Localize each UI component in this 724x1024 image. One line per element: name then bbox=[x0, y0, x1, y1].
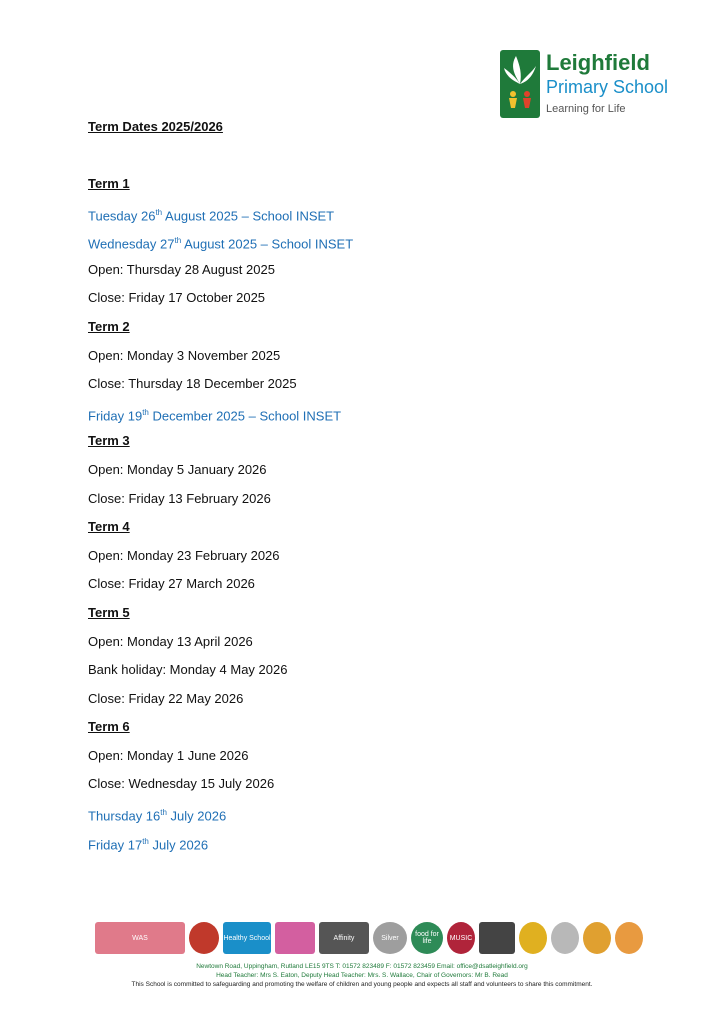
date-text: Wednesday 27 bbox=[88, 236, 175, 252]
term-heading: Term 1 bbox=[88, 176, 130, 191]
date-text: Thursday 16 bbox=[88, 808, 161, 824]
date-text-rest: August 2025 – School INSET bbox=[181, 236, 354, 252]
ordinal-suffix: th bbox=[160, 808, 167, 818]
logo-name-line1: Leighfield bbox=[546, 50, 650, 75]
was-wellbeing-award-badge: WAS bbox=[95, 922, 185, 954]
date-line: Close: Friday 13 February 2026 bbox=[88, 490, 271, 506]
date-line: Close: Thursday 18 December 2025 bbox=[88, 376, 297, 392]
logo-tagline: Learning for Life bbox=[546, 103, 626, 115]
games-silver-badge bbox=[551, 922, 579, 954]
healthy-school-badge: Healthy School bbox=[223, 922, 271, 954]
accreditation-badges bbox=[95, 922, 615, 956]
term-heading: Term 6 bbox=[88, 719, 130, 735]
date-line bbox=[88, 404, 648, 433]
term-dates-list bbox=[88, 175, 648, 861]
term-heading: Term 3 bbox=[88, 433, 130, 449]
date-line bbox=[88, 804, 648, 833]
date-text-rest: December 2025 – School INSET bbox=[148, 408, 342, 424]
footer-safeguarding: This School is committed to safeguarding and promoting the welfare of children and young people and expects all staff and volunteers to share this commitment. bbox=[131, 981, 593, 988]
date-line: Open: Monday 3 November 2025 bbox=[88, 347, 281, 363]
date-text: Tuesday 26 bbox=[88, 207, 156, 223]
leaf-figures-icon bbox=[500, 50, 540, 118]
date-line: Close: Friday 22 May 2026 bbox=[88, 690, 244, 706]
ordinal-suffix: th bbox=[142, 836, 149, 846]
date-line bbox=[88, 833, 648, 862]
food-for-life-badge: food for life bbox=[411, 922, 443, 954]
award-badge-10 bbox=[519, 922, 547, 954]
award-badge-9 bbox=[479, 922, 515, 954]
date-text: Friday 19 bbox=[88, 408, 143, 424]
date-line: Close: Wednesday 15 July 2026 bbox=[88, 776, 275, 792]
term-heading: Term 5 bbox=[88, 604, 130, 620]
music-mark-badge: MUSIC bbox=[447, 922, 475, 954]
games-gold-badge-2 bbox=[615, 922, 643, 954]
term-heading: Term 4 bbox=[88, 519, 130, 535]
date-line: Open: Monday 1 June 2026 bbox=[88, 747, 249, 763]
date-line: Open: Thursday 28 August 2025 bbox=[88, 261, 275, 277]
eco-schools-silver-badge: Silver bbox=[373, 922, 407, 954]
date-text-rest: July 2026 bbox=[166, 808, 227, 824]
date-line: Close: Friday 27 March 2026 bbox=[88, 576, 255, 592]
date-text: Friday 17 bbox=[88, 836, 143, 852]
date-line bbox=[88, 204, 648, 233]
date-line: Bank holiday: Monday 4 May 2026 bbox=[88, 662, 288, 678]
date-text-rest: August 2025 – School INSET bbox=[162, 207, 335, 223]
affinity-badge: Affinity bbox=[319, 922, 369, 954]
date-line: Open: Monday 5 January 2026 bbox=[88, 461, 267, 477]
footer-address: Newtown Road, Uppingham, Rutland LE15 9TS T: 01572 823489 F: 01572 823459 Email: office@dsatleighfield.org bbox=[196, 963, 528, 970]
award-badge-2 bbox=[189, 922, 219, 954]
logo-name-line2: Primary School bbox=[546, 77, 669, 97]
ordinal-suffix: th bbox=[142, 407, 149, 417]
footer-staff: Head Teacher: Mrs S. Eaton, Deputy Head Teacher: Mrs. S. Wallace, Chair of Governors: Mr B. Read bbox=[216, 972, 508, 979]
games-gold-badge bbox=[583, 922, 611, 954]
award-badge-4 bbox=[275, 922, 315, 954]
date-line: Open: Monday 13 April 2026 bbox=[88, 633, 253, 649]
term-heading: Term 2 bbox=[88, 318, 130, 334]
date-line: Open: Monday 23 February 2026 bbox=[88, 547, 280, 563]
ordinal-suffix: th bbox=[174, 236, 182, 246]
date-text-rest: July 2026 bbox=[148, 836, 209, 852]
ordinal-suffix: th bbox=[155, 207, 163, 217]
page-title: Term Dates 2025/2026 bbox=[88, 119, 223, 134]
school-logo bbox=[500, 50, 670, 120]
date-line bbox=[88, 232, 648, 261]
date-line: Close: Friday 17 October 2025 bbox=[88, 290, 266, 306]
